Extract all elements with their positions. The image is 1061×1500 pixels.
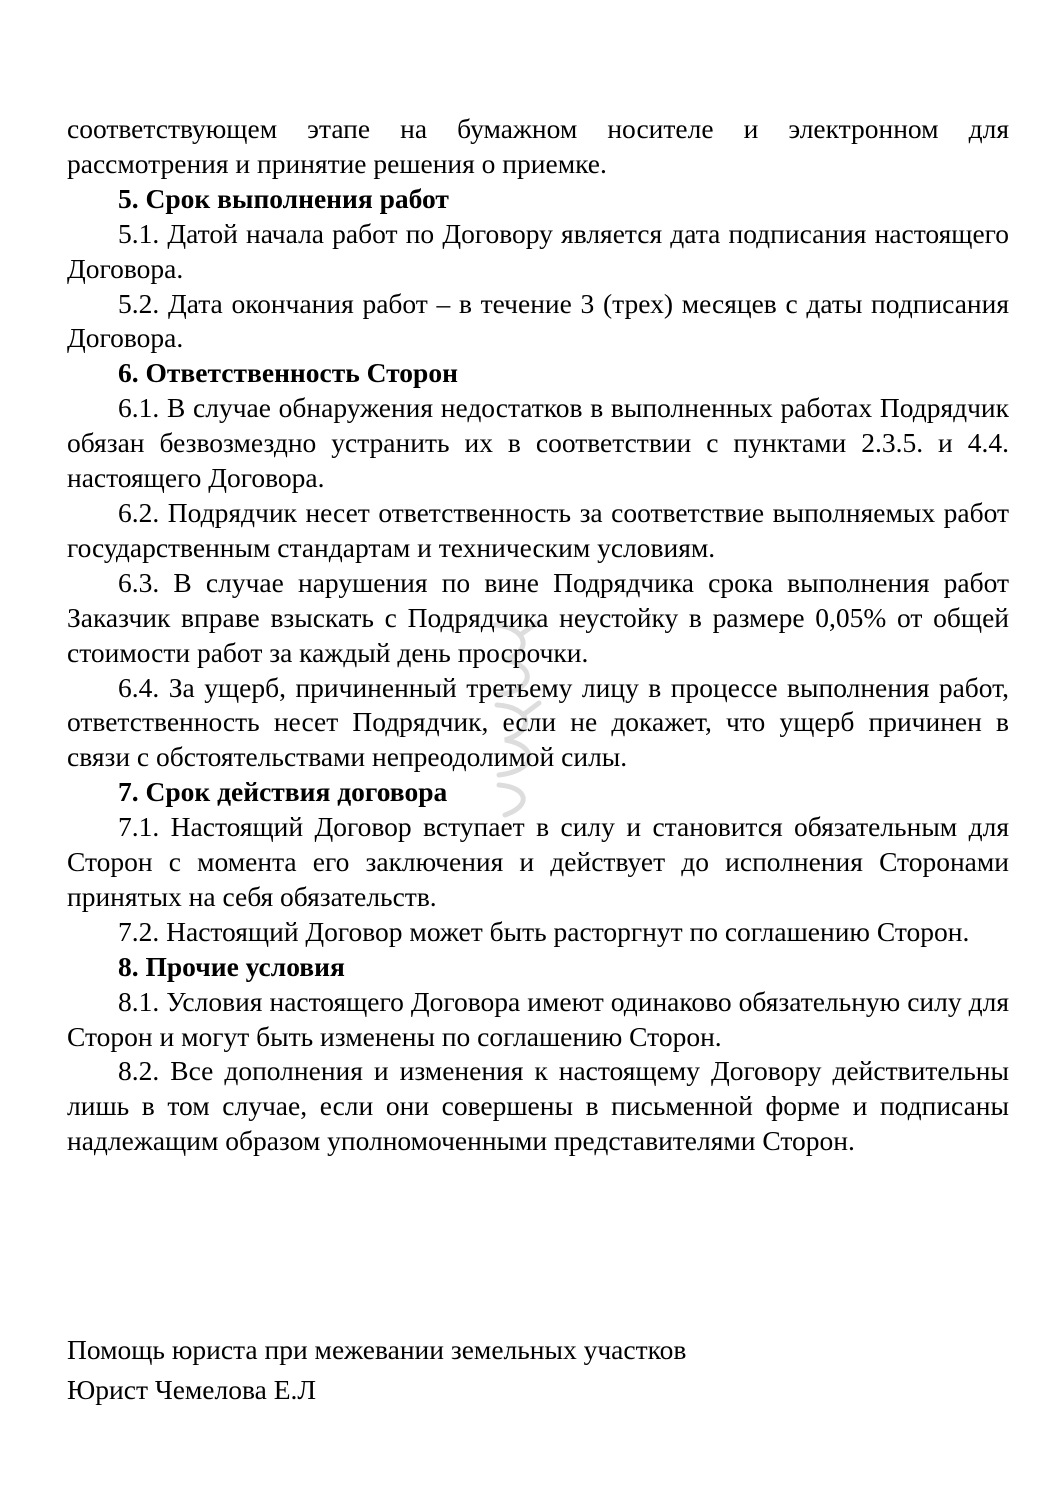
section-heading-5: 5. Срок выполнения работ <box>118 182 449 214</box>
section-heading-7: 7. Срок действия договора <box>118 776 448 808</box>
clause-8-2: 8.2. Все дополнения и изменения к настоящему Договору действительны лишь в том случае, если они совершены в письменной форме и подписаны надлежащим образом уполномоченными представителями Сторон. <box>67 1055 1009 1157</box>
footer <box>67 1330 686 1410</box>
section-heading-6: 6. Ответственность Сторон <box>118 357 458 389</box>
clause-5-2: 5.2. Дата окончания работ – в течение 3 (трех) месяцев с даты подписания Договора. <box>67 287 1009 354</box>
clause-6-3: 6.3. В случае нарушения по вине Подрядчика срока выполнения работ Заказчик вправе взыскать с Подрядчика неустойку в размере 0,05% от общей стоимости работ за каждый день просрочки. <box>67 566 1009 668</box>
footer-line-2: Юрист Чемелова Е.Л <box>67 1374 317 1405</box>
clause-6-2: 6.2. Подрядчик несет ответственность за соответствие выполняемых работ государственным стандартам и техническим условиям. <box>67 496 1009 563</box>
clause-7-2: 7.2. Настоящий Договор может быть расторгнут по соглашению Сторон. <box>118 915 970 947</box>
watermark-icon <box>475 615 555 825</box>
clause-6-4: 6.4. За ущерб, причиненный третьему лицу в процессе выполнения работ, ответственность несет Подрядчик, если не докажет, что ущерб причинен в связи с обстоятельствами непреодолимой силы. <box>67 671 1009 773</box>
section-heading-8: 8. Прочие условия <box>118 950 345 982</box>
footer-line-1: Помощь юриста при межевании земельных участков <box>67 1334 687 1365</box>
clause-5-1: 5.1. Датой начала работ по Договору является дата подписания настоящего Договора. <box>67 217 1009 284</box>
clause-8-1: 8.1. Условия настоящего Договора имеют одинаково обязательную силу для Сторон и могут быть изменены по соглашению Сторон. <box>67 985 1009 1052</box>
paragraph-continuation: соответствующем этапе на бумажном носителе и электронном для рассмотрения и принятие решения о приемке. <box>67 113 1009 179</box>
clause-7-1: 7.1. Настоящий Договор вступает в силу и становится обязательным для Сторон с момента его заключения и действует до исполнения Сторонами принятых на себя обязательств. <box>67 811 1009 912</box>
clause-6-1: 6.1. В случае обнаружения недостатков в выполненных работах Подрядчик обязан безвозмездно устранить их в соответствии с пунктами 2.3.5. и 4.4. настоящего Договора. <box>67 392 1009 494</box>
